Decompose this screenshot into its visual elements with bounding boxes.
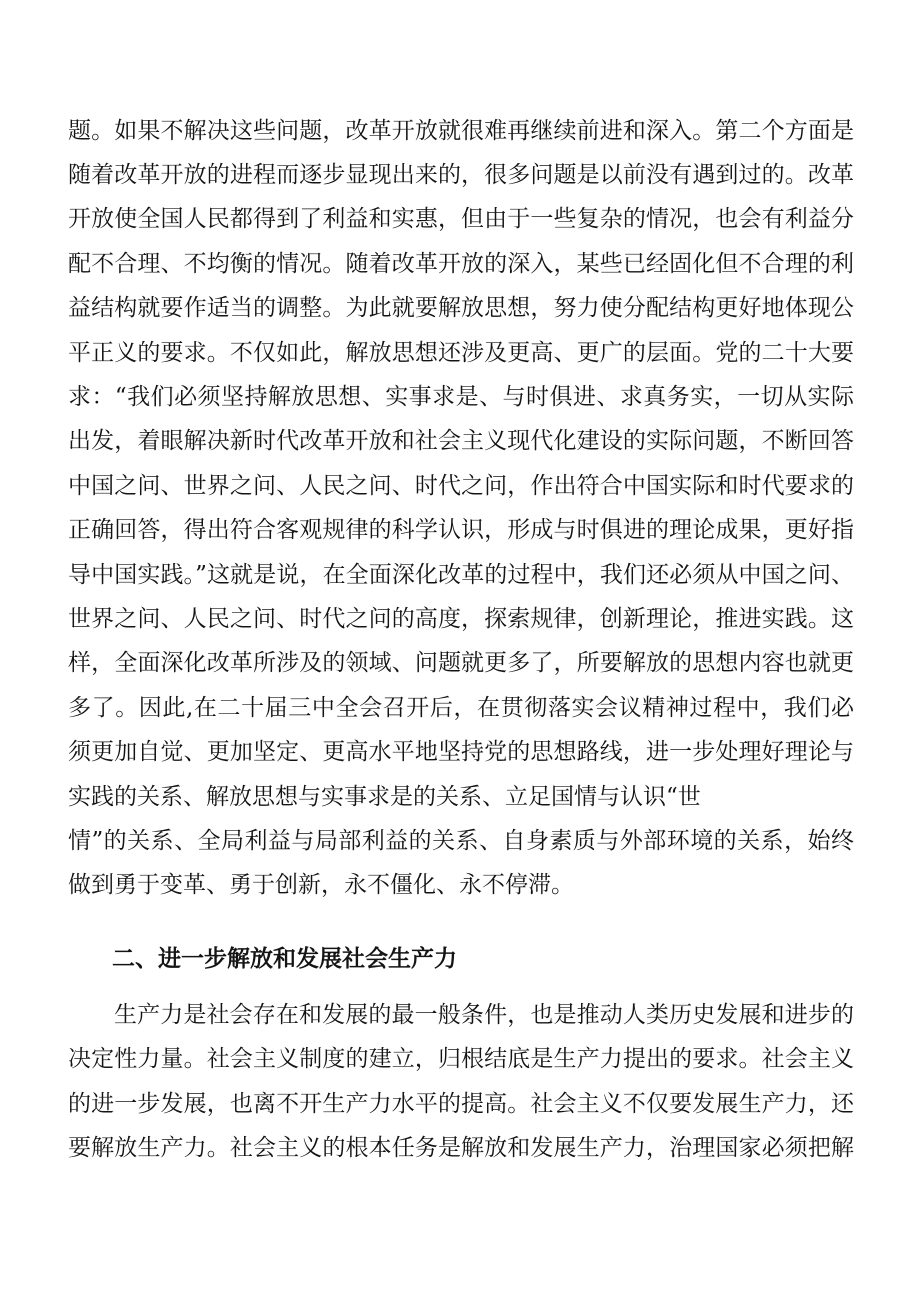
paragraph-1-line-4: 配不合理、不均衡的情况。随着改革开放的深入，某些已经固化但不合理的利 [68, 251, 854, 277]
paragraph-1-line-6: 平正义的要求。不仅如此，解放思想还涉及更高、更广的层面。党的二十大要 [68, 340, 854, 366]
paragraph-1-line-8: 出发，着眼解决新时代改革开放和社会主义现代化建设的实际问题，不断回答 [68, 428, 854, 454]
paragraph-2-line-4: 要解放生产力。社会主义的根本任务是解放和发展生产力，治理国家必须把解 [68, 1135, 854, 1161]
paragraph-2-line-2: 决定性力量。社会主义制度的建立，归根结底是生产力提出的要求。社会主义 [68, 1046, 854, 1072]
paragraph-1-line-11: 导中国实践。”这就是说，在全面深化改革的过程中，我们还必须从中国之问、 [68, 562, 854, 588]
paragraph-1-line-15: 须更加自觉、更加坚定、更高水平地坚持党的思想路线，进一步处理好理论与 [68, 739, 854, 765]
paragraph-1-line-3: 开放使全国人民都得到了利益和实惠，但由于一些复杂的情况，也会有利益分 [68, 206, 854, 232]
paragraph-1-line-16: 实践的关系、解放思想与实事求是的关系、立足国情与认识“世 [68, 784, 701, 810]
paragraph-2-line-3: 的进一步发展，也离不开生产力水平的提高。社会主义不仅要发展生产力，还 [68, 1091, 854, 1117]
paragraph-1-line-1: 题。如果不解决这些问题，改革开放就很难再继续前进和深入。第二个方面是 [68, 118, 854, 144]
paragraph-1-line-12: 世界之问、人民之问、时代之问的高度，探索规律，创新理论，推进实践。这 [68, 606, 854, 632]
paragraph-1-line-2: 随着改革开放的进程而逐步显现出来的，很多问题是以前没有遇到过的。改革 [68, 162, 854, 188]
paragraph-1-line-14: 多了。因此,在二十届三中全会召开后，在贯彻落实会议精神过程中，我们必 [68, 695, 854, 721]
paragraph-1-line-13: 样，全面深化改革所涉及的领域、问题就更多了，所要解放的思想内容也就更 [68, 650, 854, 676]
paragraph-1-line-9: 中国之问、世界之问、人民之问、时代之问，作出符合中国实际和时代要求的 [68, 473, 854, 499]
paragraph-1-line-5: 益结构就要作适当的调整。为此就要解放思想，努力使分配结构更好地体现公 [68, 295, 854, 321]
paragraph-1-line-10: 正确回答，得出符合客观规律的科学认识，形成与时俱进的理论成果，更好指 [68, 517, 854, 543]
paragraph-1-line-18: 做到勇于变革、勇于创新，永不僵化、永不停滞。 [68, 872, 574, 898]
section-heading: 二、进一步解放和发展社会生产力 [112, 946, 457, 972]
paragraph-2-line-1: 生产力是社会存在和发展的最一般条件，也是推动人类历史发展和进步的 [114, 1002, 854, 1028]
paragraph-1-line-7: 求：“我们必须坚持解放思想、实事求是、与时俱进、求真务实，一切从实际 [68, 384, 854, 410]
paragraph-1-line-17: 情”的关系、全局利益与局部利益的关系、自身素质与外部环境的关系，始终 [68, 828, 854, 854]
